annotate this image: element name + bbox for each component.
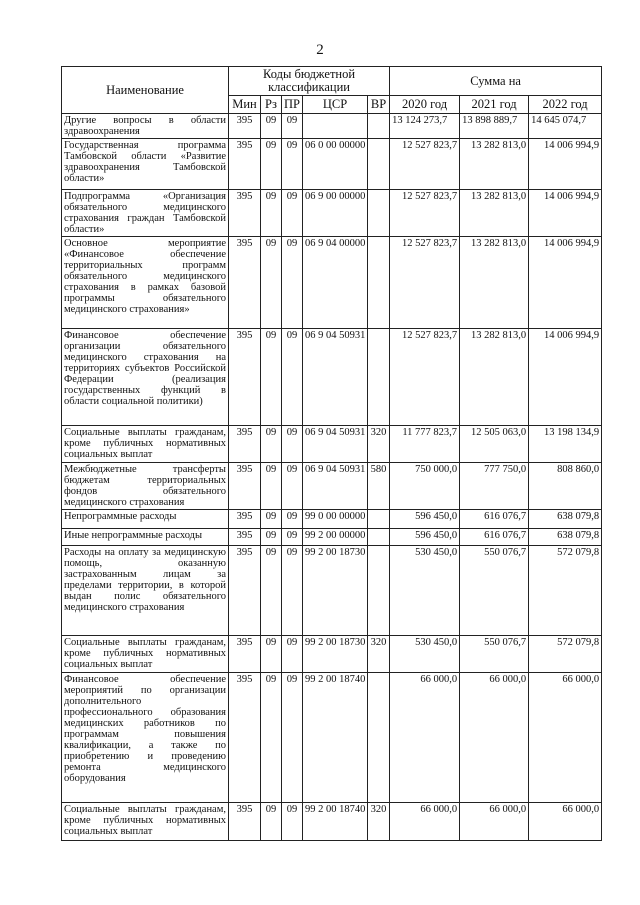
table-row	[62, 546, 602, 636]
row-sum-2022: 14 006 994,9	[529, 237, 602, 329]
row-name: Финансовое обеспечение мероприятий по организации дополнительного профессионального образования медицинских работников по программам повышения квалификации, а также по приобретению и проведению ремонта медицинского оборудования	[62, 673, 229, 803]
row-rz: 09	[261, 529, 282, 546]
row-sum-2020: 530 450,0	[390, 636, 460, 673]
header-2022: 2022 год	[529, 96, 602, 114]
row-sum-2022: 14 006 994,9	[529, 190, 602, 237]
row-pr: 09	[282, 139, 303, 190]
row-sum-2020: 12 527 823,7	[390, 237, 460, 329]
table-row	[62, 114, 602, 139]
budget-table	[61, 66, 602, 841]
row-csr: 99 2 00 00000	[303, 529, 368, 546]
row-vr	[368, 329, 390, 426]
row-min: 395	[229, 114, 261, 139]
row-sum-2022: 13 198 134,9	[529, 426, 602, 463]
row-sum-2021: 13 282 813,0	[460, 190, 529, 237]
table-row	[62, 673, 602, 803]
row-rz: 09	[261, 510, 282, 529]
row-csr: 06 9 04 00000	[303, 237, 368, 329]
table-row	[62, 529, 602, 546]
row-csr: 06 0 00 00000	[303, 139, 368, 190]
row-rz: 09	[261, 673, 282, 803]
row-name: Иные непрограммные расходы	[62, 529, 229, 546]
row-rz: 09	[261, 636, 282, 673]
table-row	[62, 190, 602, 237]
row-rz: 09	[261, 237, 282, 329]
row-min: 395	[229, 546, 261, 636]
row-vr	[368, 546, 390, 636]
header-rz: Рз	[261, 96, 282, 114]
row-sum-2020: 12 527 823,7	[390, 329, 460, 426]
row-csr: 06 9 04 50931	[303, 426, 368, 463]
row-min: 395	[229, 529, 261, 546]
row-pr: 09	[282, 546, 303, 636]
row-rz: 09	[261, 546, 282, 636]
row-rz: 09	[261, 139, 282, 190]
header-name: Наименование	[62, 67, 229, 114]
row-min: 395	[229, 329, 261, 426]
row-sum-2020: 530 450,0	[390, 546, 460, 636]
row-name: Расходы на оплату за медицинскую помощь, оказанную застрахованным лицам за пределами территории, в которой выдан полис обязательного медицинского страхования	[62, 546, 229, 636]
table-row	[62, 426, 602, 463]
row-name: Другие вопросы в области здравоохранения	[62, 114, 229, 139]
row-csr: 06 9 00 00000	[303, 190, 368, 237]
row-name: Межбюджетные трансферты бюджетам территориальных фондов обязательного медицинского страхования	[62, 463, 229, 510]
row-vr	[368, 139, 390, 190]
header-codes: Коды бюджетной классификации	[229, 67, 390, 96]
row-vr: 320	[368, 426, 390, 463]
row-min: 395	[229, 510, 261, 529]
row-sum-2020: 596 450,0	[390, 510, 460, 529]
row-sum-2022: 14 006 994,9	[529, 139, 602, 190]
row-vr: 320	[368, 636, 390, 673]
row-pr: 09	[282, 329, 303, 426]
row-vr	[368, 114, 390, 139]
page-number: 2	[316, 42, 324, 58]
header-csr: ЦСР	[303, 96, 368, 114]
row-sum-2022: 66 000,0	[529, 803, 602, 841]
row-min: 395	[229, 803, 261, 841]
table-row	[62, 636, 602, 673]
header-sum: Сумма на	[390, 67, 602, 96]
row-pr: 09	[282, 426, 303, 463]
row-min: 395	[229, 673, 261, 803]
row-sum-2020: 596 450,0	[390, 529, 460, 546]
row-name: Социальные выплаты гражданам, кроме публичных нормативных социальных выплат	[62, 636, 229, 673]
row-min: 395	[229, 237, 261, 329]
row-sum-2021: 13 282 813,0	[460, 139, 529, 190]
row-csr: 99 2 00 18730	[303, 546, 368, 636]
row-name: Социальные выплаты гражданам, кроме публичных нормативных социальных выплат	[62, 803, 229, 841]
row-vr: 580	[368, 463, 390, 510]
row-pr: 09	[282, 510, 303, 529]
row-sum-2022: 66 000,0	[529, 673, 602, 803]
table-row	[62, 139, 602, 190]
row-sum-2022: 638 079,8	[529, 510, 602, 529]
row-csr: 99 2 00 18740	[303, 803, 368, 841]
row-pr: 09	[282, 529, 303, 546]
row-sum-2022: 572 079,8	[529, 636, 602, 673]
row-rz: 09	[261, 463, 282, 510]
header-vr: ВР	[368, 96, 390, 114]
row-sum-2022: 14 645 074,7	[529, 114, 602, 139]
row-vr: 320	[368, 803, 390, 841]
row-sum-2021: 66 000,0	[460, 673, 529, 803]
row-vr	[368, 237, 390, 329]
row-min: 395	[229, 426, 261, 463]
header-2020: 2020 год	[390, 96, 460, 114]
row-rz: 09	[261, 426, 282, 463]
row-csr: 06 9 04 50931	[303, 463, 368, 510]
row-sum-2021: 616 076,7	[460, 529, 529, 546]
table-row	[62, 803, 602, 841]
row-name: Подпрограмма «Организация обязательного медицинского страхования граждан Тамбовской области»	[62, 190, 229, 237]
row-csr: 99 2 00 18740	[303, 673, 368, 803]
row-sum-2020: 66 000,0	[390, 803, 460, 841]
row-sum-2021: 13 282 813,0	[460, 329, 529, 426]
row-sum-2020: 11 777 823,7	[390, 426, 460, 463]
row-pr: 09	[282, 803, 303, 841]
row-sum-2021: 777 750,0	[460, 463, 529, 510]
row-sum-2022: 572 079,8	[529, 546, 602, 636]
row-sum-2021: 550 076,7	[460, 636, 529, 673]
row-pr: 09	[282, 636, 303, 673]
row-sum-2021: 13 898 889,7	[460, 114, 529, 139]
row-sum-2020: 750 000,0	[390, 463, 460, 510]
row-rz: 09	[261, 329, 282, 426]
row-min: 395	[229, 190, 261, 237]
row-sum-2020: 13 124 273,7	[390, 114, 460, 139]
header-pr: ПР	[282, 96, 303, 114]
row-name: Непрограммные расходы	[62, 510, 229, 529]
row-name: Социальные выплаты гражданам, кроме публичных нормативных социальных выплат	[62, 426, 229, 463]
table-row	[62, 237, 602, 329]
row-rz: 09	[261, 803, 282, 841]
row-min: 395	[229, 636, 261, 673]
row-sum-2021: 550 076,7	[460, 546, 529, 636]
row-sum-2021: 616 076,7	[460, 510, 529, 529]
row-pr: 09	[282, 673, 303, 803]
row-name: Финансовое обеспечение организации обязательного медицинского страхования на территориях субъектов Российской Федерации (реализация государственных функций в области социальной политики)	[62, 329, 229, 426]
row-rz: 09	[261, 190, 282, 237]
row-csr: 99 0 00 00000	[303, 510, 368, 529]
row-pr: 09	[282, 463, 303, 510]
row-sum-2022: 14 006 994,9	[529, 329, 602, 426]
row-min: 395	[229, 139, 261, 190]
row-name: Основное мероприятие «Финансовое обеспечение территориальных программ обязательного медицинского страхования в рамках базовой программы обязательного медицинского страхования»	[62, 237, 229, 329]
row-pr: 09	[282, 190, 303, 237]
row-pr: 09	[282, 237, 303, 329]
row-sum-2022: 638 079,8	[529, 529, 602, 546]
row-vr	[368, 529, 390, 546]
row-sum-2020: 12 527 823,7	[390, 139, 460, 190]
row-sum-2021: 13 282 813,0	[460, 237, 529, 329]
row-sum-2021: 12 505 063,0	[460, 426, 529, 463]
row-csr: 06 9 04 50931	[303, 329, 368, 426]
row-vr	[368, 510, 390, 529]
row-vr	[368, 673, 390, 803]
row-sum-2020: 12 527 823,7	[390, 190, 460, 237]
table-row	[62, 329, 602, 426]
row-sum-2020: 66 000,0	[390, 673, 460, 803]
row-csr: 99 2 00 18730	[303, 636, 368, 673]
header-2021: 2021 год	[460, 96, 529, 114]
row-pr: 09	[282, 114, 303, 139]
row-sum-2022: 808 860,0	[529, 463, 602, 510]
row-sum-2021: 66 000,0	[460, 803, 529, 841]
table-row	[62, 510, 602, 529]
row-csr	[303, 114, 368, 139]
header-min: Мин	[229, 96, 261, 114]
row-vr	[368, 190, 390, 237]
row-min: 395	[229, 463, 261, 510]
row-rz: 09	[261, 114, 282, 139]
row-name: Государственная программа Тамбовской области «Развитие здравоохранения Тамбовской области»	[62, 139, 229, 190]
table-row	[62, 463, 602, 510]
